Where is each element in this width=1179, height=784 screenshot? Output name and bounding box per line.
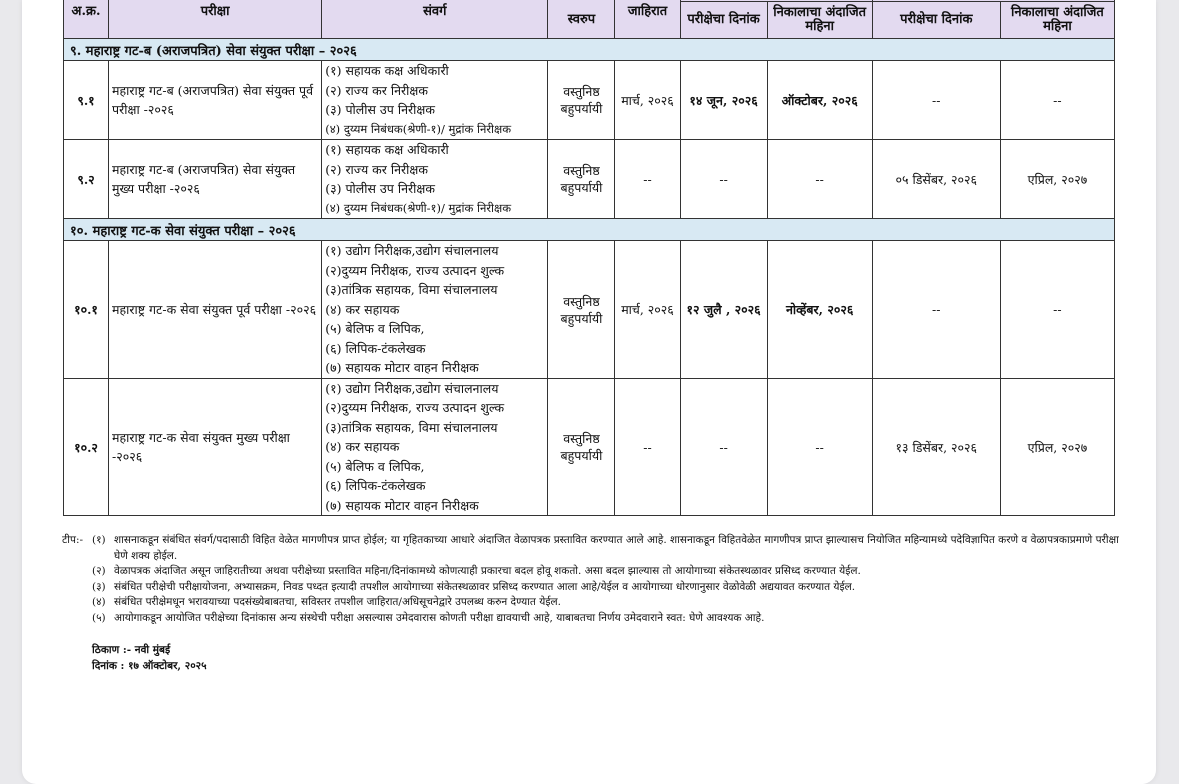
cell-sr: १०.१ <box>64 241 109 379</box>
header-sr: अ.क्र. <box>64 0 109 39</box>
footer-block <box>92 643 207 674</box>
note-item <box>92 564 1122 580</box>
cadre-item: (१) सहायक कक्ष अधिकारी <box>325 63 449 79</box>
cell-sr: ९.१ <box>64 61 109 140</box>
table-row <box>64 140 1115 219</box>
cell-advert: मार्च, २०२६ <box>615 61 680 140</box>
cell-prelim-result: -- <box>767 140 872 219</box>
note-text: वेळापत्रक अंदाजित असून जाहिरातीच्या अथवा परीक्षेच्या प्रस्तावित महिना/दिनांकामध्ये कोणत्याही प्रकारचा बदल होवू शकतो. असा बदल झाल्यास तो आयोगाच्या संकेतस्थळावर प्रसिध्द करण्यात येईल. <box>114 565 861 578</box>
cadre-item: (३)तांत्रिक सहायक, विमा संचालनालय <box>325 282 498 298</box>
header-main-date: परीक्षेचा दिनांक <box>872 2 1000 39</box>
cell-advert: -- <box>615 140 680 219</box>
cell-main-result: एप्रिल, २०२७ <box>1000 378 1114 516</box>
cell-exam: महाराष्ट्र गट-ब (अराजपत्रित) सेवा संयुक्त मुख्य परीक्षा -२०२६ <box>109 140 322 219</box>
note-number: (४) <box>92 596 106 609</box>
cadre-item: (५) बेलिफ व लिपिक, <box>325 458 425 474</box>
section-title: ९. महाराष्ट्र गट-ब (अराजपत्रित) सेवा संयुक्त परीक्षा – २०२६ <box>64 39 1115 61</box>
header-exam: परीक्षा <box>109 0 322 39</box>
cell-sr: ९.२ <box>64 140 109 219</box>
note-text: संबंधित परीक्षेची परीक्षायोजना, अभ्यासक्रम, निवड पध्दत इत्यादी तपशील आयोगाच्या संकेतस्थळावर प्रसिध्द करण्यात आला आहे/येईल व आयोगाच्या धोरणानुसार वेळोवेळी अद्ययावत करण्यात येईल. <box>114 580 856 593</box>
cadre-item: (२)दुय्यम निरीक्षक, राज्य उत्पादन शुल्क <box>325 400 505 416</box>
cadre-item: (१) उद्योग निरीक्षक,उद्योग संचालनालय <box>325 243 499 259</box>
cell-exam: महाराष्ट्र गट-क सेवा संयुक्त मुख्य परीक्षा -२०२६ <box>109 378 322 516</box>
cell-prelim-date: -- <box>680 140 767 219</box>
cell-format: वस्तुनिष्ठ बहुपर्यायी <box>548 140 615 219</box>
cell-cadres <box>322 140 548 219</box>
cell-prelim-date: -- <box>680 378 767 516</box>
cadre-item: (४) दुय्यम निबंधक(श्रेणी-१)/ मुद्रांक निरीक्षक <box>325 121 512 136</box>
note-item <box>92 595 1122 611</box>
section-title: १०. महाराष्ट्र गट-क सेवा संयुक्त परीक्षा – २०२६ <box>64 219 1115 241</box>
note-number: (१) <box>92 534 106 546</box>
table-row <box>64 61 1115 140</box>
header-format: स्वरुप <box>548 2 615 39</box>
cell-main-date: १३ डिसेंबर, २०२६ <box>872 378 1000 516</box>
document-page <box>22 0 1156 784</box>
cadre-item: (३)तांत्रिक सहायक, विमा संचालनालय <box>325 419 498 435</box>
cell-sr: १०.२ <box>64 378 109 516</box>
section-row <box>64 219 1115 241</box>
cadre-item: (४) कर सहायक <box>325 439 400 455</box>
cadre-item: (६) लिपिक-टंकलेखक <box>325 478 426 494</box>
cell-format: वस्तुनिष्ठ बहुपर्यायी <box>548 61 615 140</box>
cell-main-result: -- <box>1000 61 1114 140</box>
note-text: आयोगाकडून आयोजित परीक्षेच्या दिनांकास अन्य संस्थेची परीक्षा असल्यास उमेदवारास कोणती परीक्षा द्यावयाची आहे, याबाबतचा निर्णय उमेदवाराने स्वत: घेणे आवश्यक आहे. <box>114 611 765 624</box>
cadre-item: (४) कर सहायक <box>325 301 400 317</box>
cell-format: वस्तुनिष्ठ बहुपर्यायी <box>548 378 615 516</box>
notes-section <box>62 533 1122 627</box>
cell-advert: -- <box>615 378 680 516</box>
cell-prelim-result: ऑक्टोबर, २०२६ <box>767 61 872 140</box>
cell-exam: महाराष्ट्र गट-ब (अराजपत्रित) सेवा संयुक्त पूर्व परीक्षा -२०२६ <box>109 61 322 140</box>
cadre-item: (७) सहायक मोटार वाहन निरीक्षक <box>325 497 479 513</box>
note-number: (२) <box>92 565 106 578</box>
cell-prelim-date: १२ जुलै , २०२६ <box>680 241 767 379</box>
footer-place: ठिकाण :- नवी मुंबई <box>92 644 171 656</box>
cadre-item: (२) राज्य कर निरीक्षक <box>325 161 428 177</box>
cadre-item: (६) लिपिक-टंकलेखक <box>325 340 426 356</box>
notes-label: टीप:- <box>62 534 84 546</box>
cell-main-result: -- <box>1000 241 1114 379</box>
cell-main-date: -- <box>872 61 1000 140</box>
table-row <box>64 241 1115 379</box>
cadre-item: (१) सहायक कक्ष अधिकारी <box>325 142 449 158</box>
cell-prelim-result: नोव्हेंबर, २०२६ <box>767 241 872 379</box>
note-text: संबंधित परीक्षेमधून भरावयाच्या पदसंख्येबाबतचा, सविस्तर तपशील जाहिरात/अधिसूचनेद्वारे उपलब्ध करुन देण्यात येईल. <box>114 596 561 609</box>
cadre-item: (५) बेलिफ व लिपिक, <box>325 321 425 337</box>
cell-prelim-result: -- <box>767 378 872 516</box>
cell-main-date: ०५ डिसेंबर, २०२६ <box>872 140 1000 219</box>
note-text: शासनाकडून संबंधित संवर्ग/पदासाठी विहित वेळेत मागणीपत्र प्राप्त होईल; या गृहितकाच्या आधारे अंदाजित वेळापत्रक प्रस्तावित करण्यात आले आहे. शासनाकडून विहितवेळेत मागणीपत्र प्राप्त झाल्यासच नियोजित महिन्यामध्ये पदेविज्ञापित करणे व वेळापत्रकाप्रमाणे परीक्षा घेणे शक्य होईल. <box>114 534 1119 562</box>
header-cadre: संवर्ग <box>322 0 548 39</box>
exam-schedule-table <box>63 0 1115 516</box>
note-item <box>62 533 1122 564</box>
section-row <box>64 39 1115 61</box>
cadre-item: (७) सहायक मोटार वाहन निरीक्षक <box>325 360 479 376</box>
cadre-item: (३) पोलीस उप निरीक्षक <box>325 181 435 197</box>
header-prelim-date: परीक्षेचा दिनांक <box>680 2 767 39</box>
table-row <box>64 378 1115 516</box>
cell-cadres <box>322 61 548 140</box>
cadre-item: (१) उद्योग निरीक्षक,उद्योग संचालनालय <box>325 380 499 396</box>
cell-cadres <box>322 241 548 379</box>
cadre-item: (२)दुय्यम निरीक्षक, राज्य उत्पादन शुल्क <box>325 262 505 278</box>
cadre-item: (२) राज्य कर निरीक्षक <box>325 82 428 98</box>
cell-advert: मार्च, २०२६ <box>615 241 680 379</box>
note-number: (५) <box>92 611 106 624</box>
cell-cadres <box>322 378 548 516</box>
note-number: (३) <box>92 580 106 593</box>
cadre-item: (४) दुय्यम निबंधक(श्रेणी-१)/ मुद्रांक निरीक्षक <box>325 200 512 215</box>
note-item <box>92 611 1122 627</box>
cell-main-result: एप्रिल, २०२७ <box>1000 140 1114 219</box>
cell-exam: महाराष्ट्र गट-क सेवा संयुक्त पूर्व परीक्षा -२०२६ <box>109 241 322 379</box>
cadre-item: (३) पोलीस उप निरीक्षक <box>325 102 435 118</box>
footer-date: दिनांक : १७ ऑक्टोबर, २०२५ <box>92 659 207 672</box>
header-main-result: निकालाचा अंदाजित महिना <box>1000 2 1114 39</box>
note-item <box>92 580 1122 596</box>
cell-format: वस्तुनिष्ठ बहुपर्यायी <box>548 241 615 379</box>
cell-prelim-date: १४ जून, २०२६ <box>680 61 767 140</box>
header-prelim-result: निकालाचा अंदाजित महिना <box>767 2 872 39</box>
header-advert: जाहिरात <box>615 0 680 39</box>
cell-main-date: -- <box>872 241 1000 379</box>
